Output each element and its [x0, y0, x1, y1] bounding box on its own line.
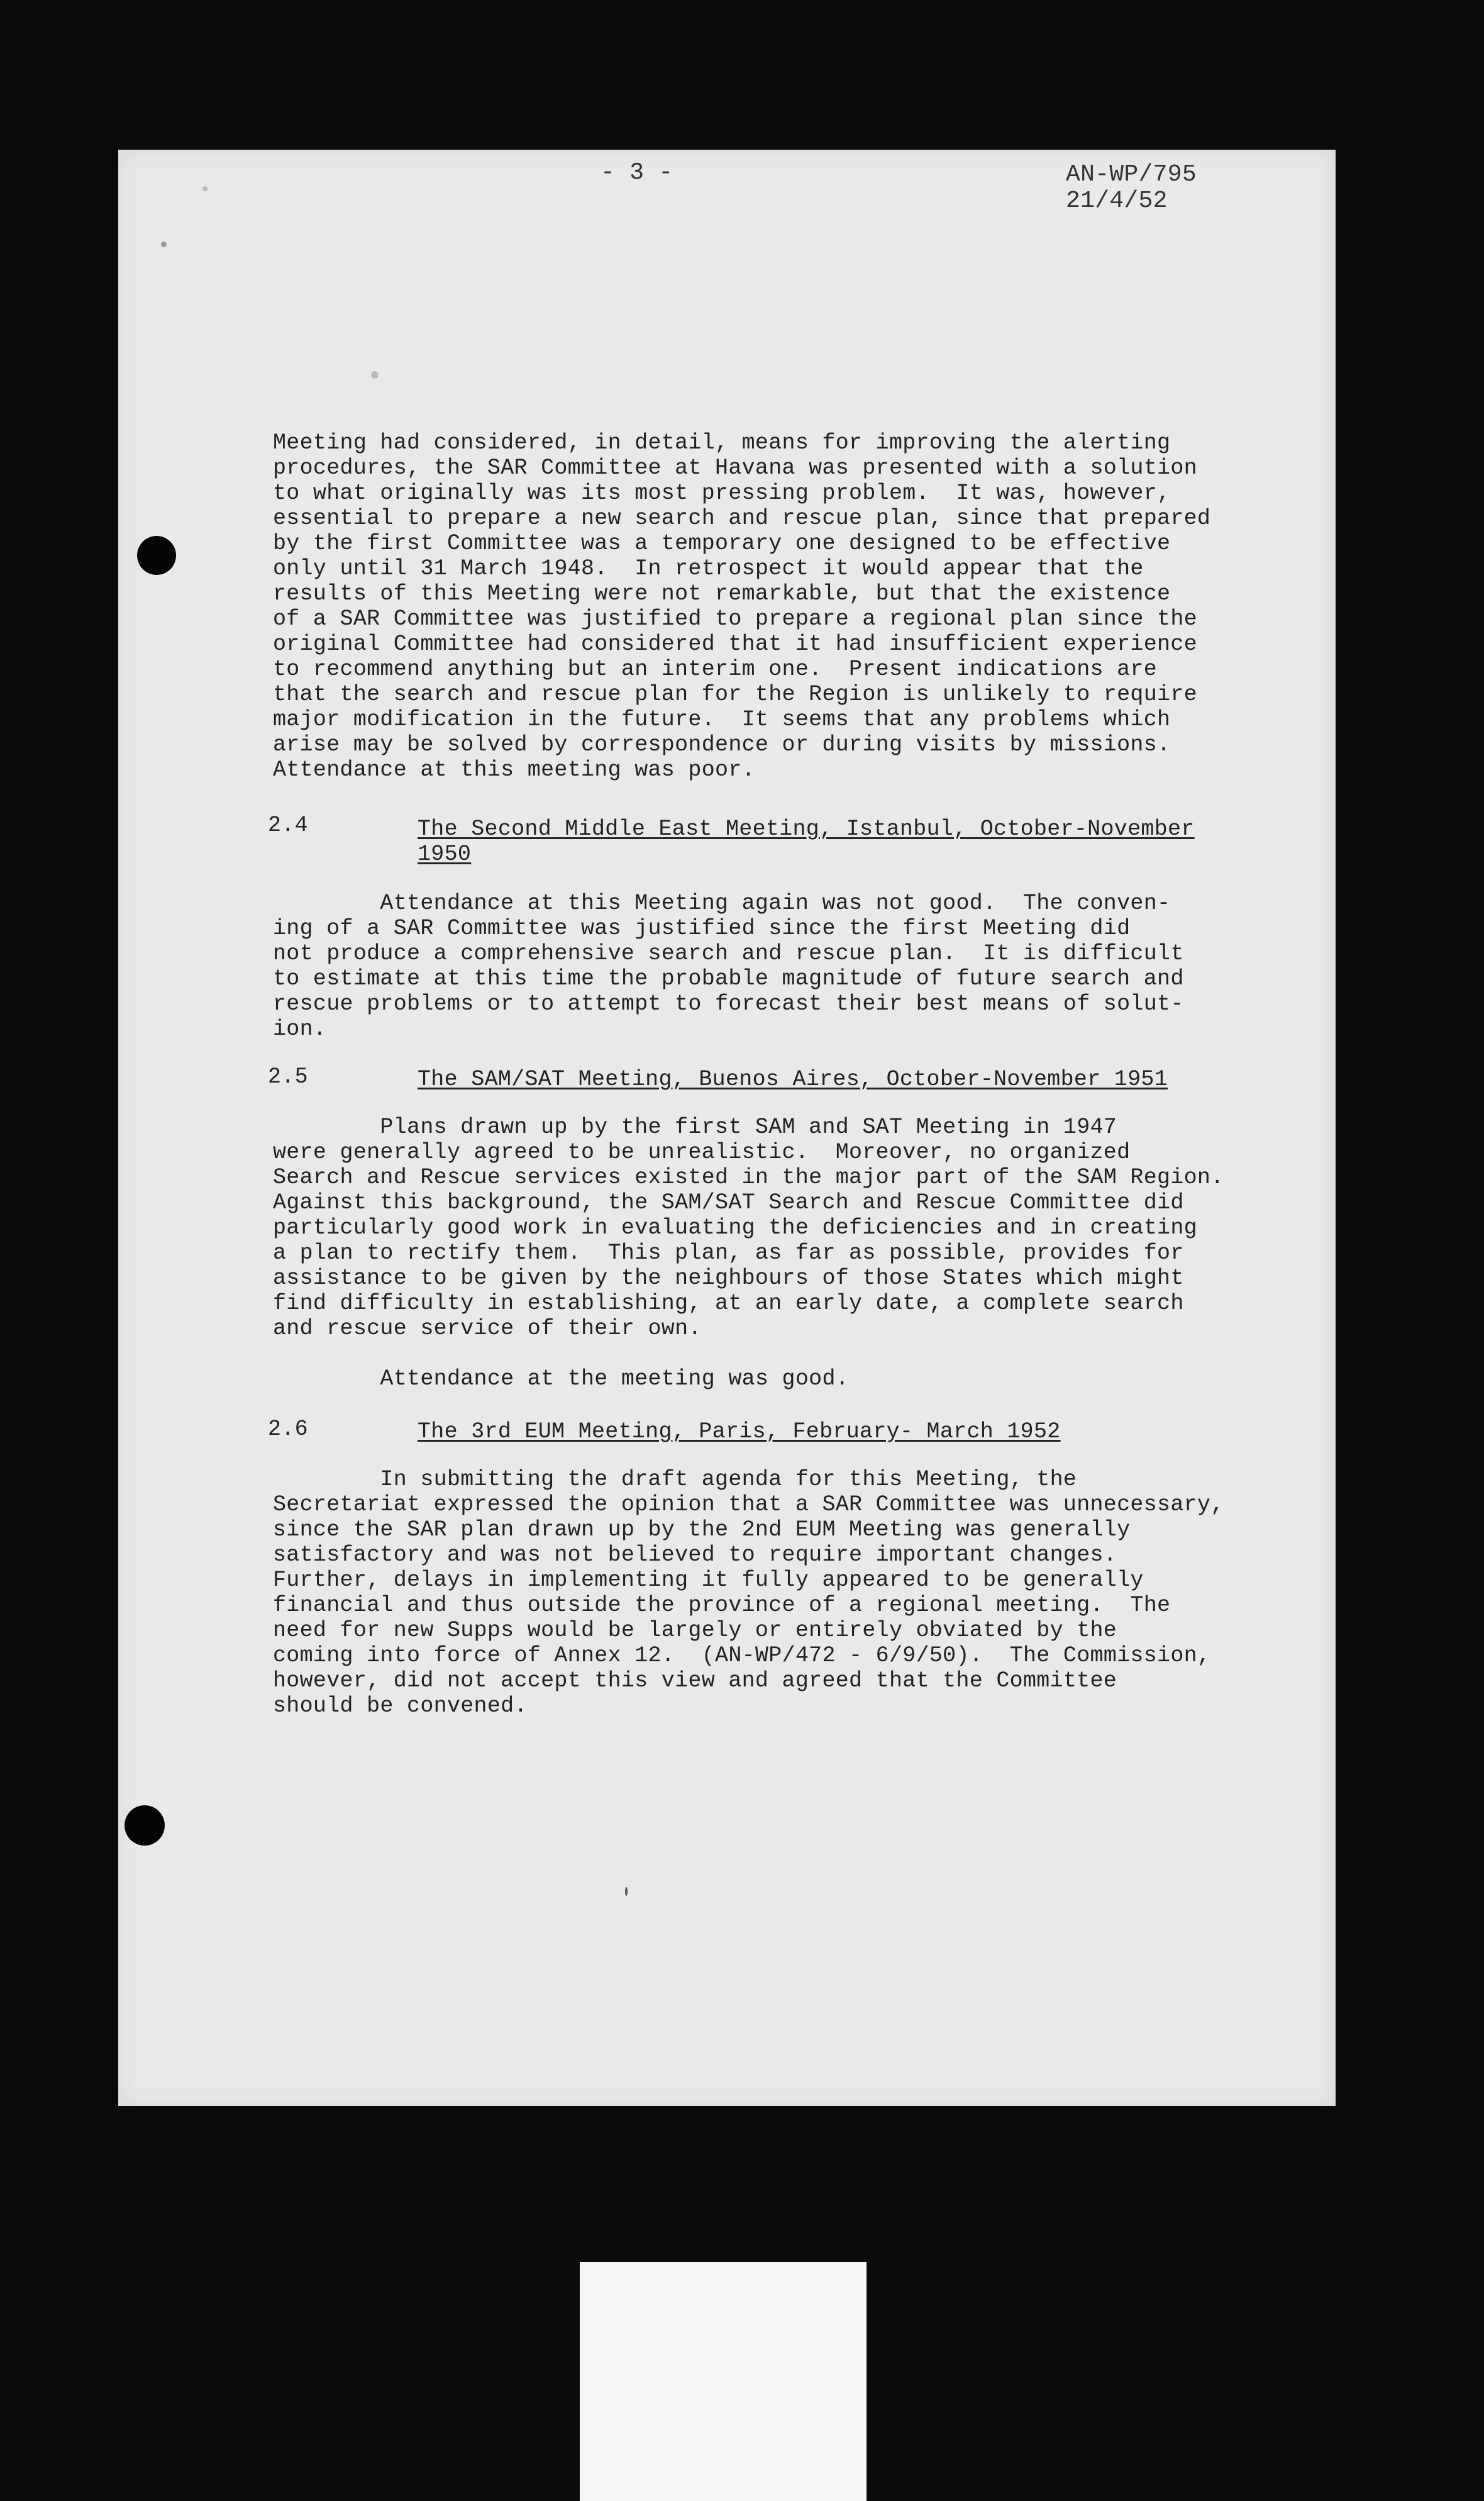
section-number: 2.4 — [268, 813, 308, 838]
document-reference — [1066, 162, 1197, 214]
blank-card — [580, 2262, 867, 2501]
speck-mark — [202, 186, 208, 191]
speck-mark — [371, 371, 379, 379]
page-number: - 3 - — [601, 159, 673, 186]
speck-mark — [161, 242, 167, 247]
section-number: 2.5 — [268, 1064, 308, 1089]
section-heading: The 3rd EUM Meeting, Paris, February- March 1952 — [418, 1419, 1061, 1444]
speck-mark — [625, 1887, 628, 1896]
section-body-note: Attendance at the meeting was good. — [273, 1366, 850, 1391]
section-heading: The Second Middle East Meeting, Istanbul, October-November 1950 — [418, 816, 1195, 867]
document-date: 21/4/52 — [1066, 187, 1168, 214]
section-number: 2.6 — [268, 1417, 308, 1442]
section-heading: The SAM/SAT Meeting, Buenos Aires, October-November 1951 — [418, 1067, 1168, 1092]
section-body: Plans drawn up by the first SAM and SAT Meeting in 1947 were generally agreed to be unrealistic. Moreover, no organized Search and Rescue services existed in the major part of the SAM Region. Against this background, the SAM/SAT Search and Rescue Committee did particularly good work in evaluating the deficiencies and in creating a plan to rectify them. This plan, as far as possible, provides for assistance to be given by the neighbours of those States which might find difficulty in establishing, at an early date, a complete search and rescue service of their own. — [273, 1115, 1224, 1341]
document-code: AN-WP/795 — [1066, 161, 1197, 188]
punch-hole-top — [137, 536, 176, 575]
section-body: Attendance at this Meeting again was not good. The conven- ing of a SAR Committee was justified since the first Meeting did not produce a comprehensive search and rescue plan. It is difficult to estimate at this time the probable magnitude of future search and rescue problems or to attempt to forecast their best means of solut- ion. — [273, 891, 1184, 1042]
punch-hole-bottom — [125, 1805, 165, 1846]
intro-paragraph: Meeting had considered, in detail, means for improving the alerting procedures, the SAR Committee at Havana was presented with a solution to what originally was its most pressing problem. It was, however, essential to prepare a new search and rescue plan, since that prepared by the first Committee was a temporary one designed to be effective only until 31 March 1948. In retrospect it would appear that the results of this Meeting were not remarkable, but that the existence of a SAR Committee was justified to prepare a regional plan since the original Committee had considered that it had insufficient experience to recommend anything but an interim one. Present indications are that the search and rescue plan for the Region is unlikely to require major modification in the future. It seems that any problems which arise may be solved by correspondence or during visits by missions. Attendance at this meeting was poor. — [273, 430, 1211, 783]
section-body: In submitting the draft agenda for this Meeting, the Secretariat expressed the opinion that a SAR Committee was unnecessary, since the SAR plan drawn up by the 2nd EUM Meeting was generally satisfactory and was not believed to require important changes. Further, delays in implementing it fully appeared to be generally financial and thus outside the province of a regional meeting. The need for new Supps would be largely or entirely obviated by the coming into force of Annex 12. (AN-WP/472 - 6/9/50). The Commission, however, did not accept this view and agreed that the Committee should be convened. — [273, 1467, 1224, 1718]
